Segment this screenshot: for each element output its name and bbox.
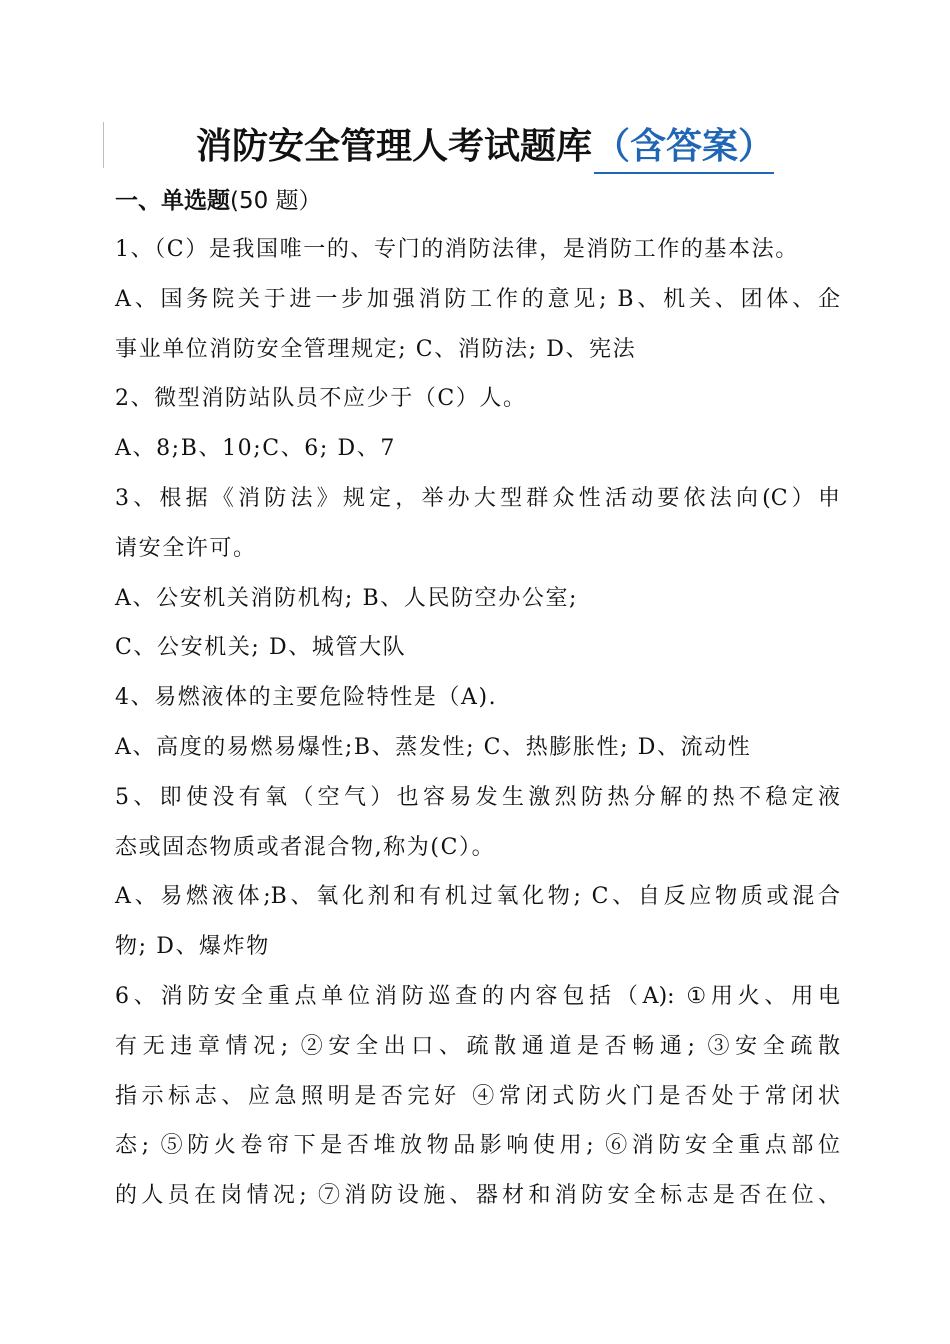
text-line: A、公安机关消防机构; B、人民防空办公室; bbox=[115, 585, 579, 611]
section-count: (50 题） bbox=[230, 188, 322, 214]
text-line: 4、易燃液体的主要危险特性是（A). bbox=[115, 685, 498, 711]
text-line: 请安全许可。 bbox=[115, 535, 257, 561]
text-line: 物; D、爆炸物 bbox=[115, 934, 270, 960]
text-line: A、国务院关于进一步加强消防工作的意见; B、机关、团体、企 bbox=[115, 286, 840, 312]
text-line: 的人员在岗情况; ⑦消防设施、器材和消防安全标志是否在位、 bbox=[115, 1183, 840, 1209]
question-body bbox=[115, 225, 840, 1221]
text-line: 1、（C）是我国唯一的、专门的消防法律，是消防工作的基本法。 bbox=[115, 237, 799, 262]
section-heading-label: 一、单选题 bbox=[115, 188, 230, 214]
text-line: A、8;B、10;C、6; D、7 bbox=[115, 436, 396, 462]
text-line: 2、微型消防站队员不应少于（C）人。 bbox=[115, 386, 527, 412]
text-line: 事业单位消防安全管理规定; C、消防法; D、宪法 bbox=[115, 336, 637, 362]
text-line: 指示标志、应急照明是否完好 ④常闭式防火门是否处于常闭状 bbox=[115, 1083, 840, 1109]
title-suffix: （含答案） bbox=[594, 120, 774, 174]
title-main: 消防安全管理人考试题库 bbox=[196, 125, 593, 167]
section-heading bbox=[115, 183, 322, 219]
text-line: 态或固态物质或者混合物,称为(C）。 bbox=[115, 834, 496, 860]
margin-line bbox=[103, 122, 104, 168]
text-line: C、公安机关; D、城管大队 bbox=[115, 635, 407, 661]
text-line: A、高度的易燃易爆性;B、蒸发性; C、热膨胀性; D、流动性 bbox=[115, 734, 752, 760]
text-line: 3、根据《消防法》规定，举办大型群众性活动要依法向(C）申 bbox=[115, 485, 840, 511]
text-line: 有无违章情况; ②安全出口、疏散通道是否畅通; ③安全疏散 bbox=[115, 1033, 840, 1059]
text-line: A、易燃液体;B、氧化剂和有机过氧化物; C、自反应物质或混合 bbox=[115, 884, 840, 910]
document-title bbox=[196, 120, 774, 174]
text-line: 6、消防安全重点单位消防巡查的内容包括（A): ①用火、用电 bbox=[115, 983, 840, 1009]
text-line: 态; ⑤防火卷帘下是否堆放物品影响使用; ⑥消防安全重点部位 bbox=[115, 1133, 841, 1159]
text-line: 5、即使没有氧（空气）也容易发生激烈防热分解的热不稳定液 bbox=[115, 784, 840, 810]
